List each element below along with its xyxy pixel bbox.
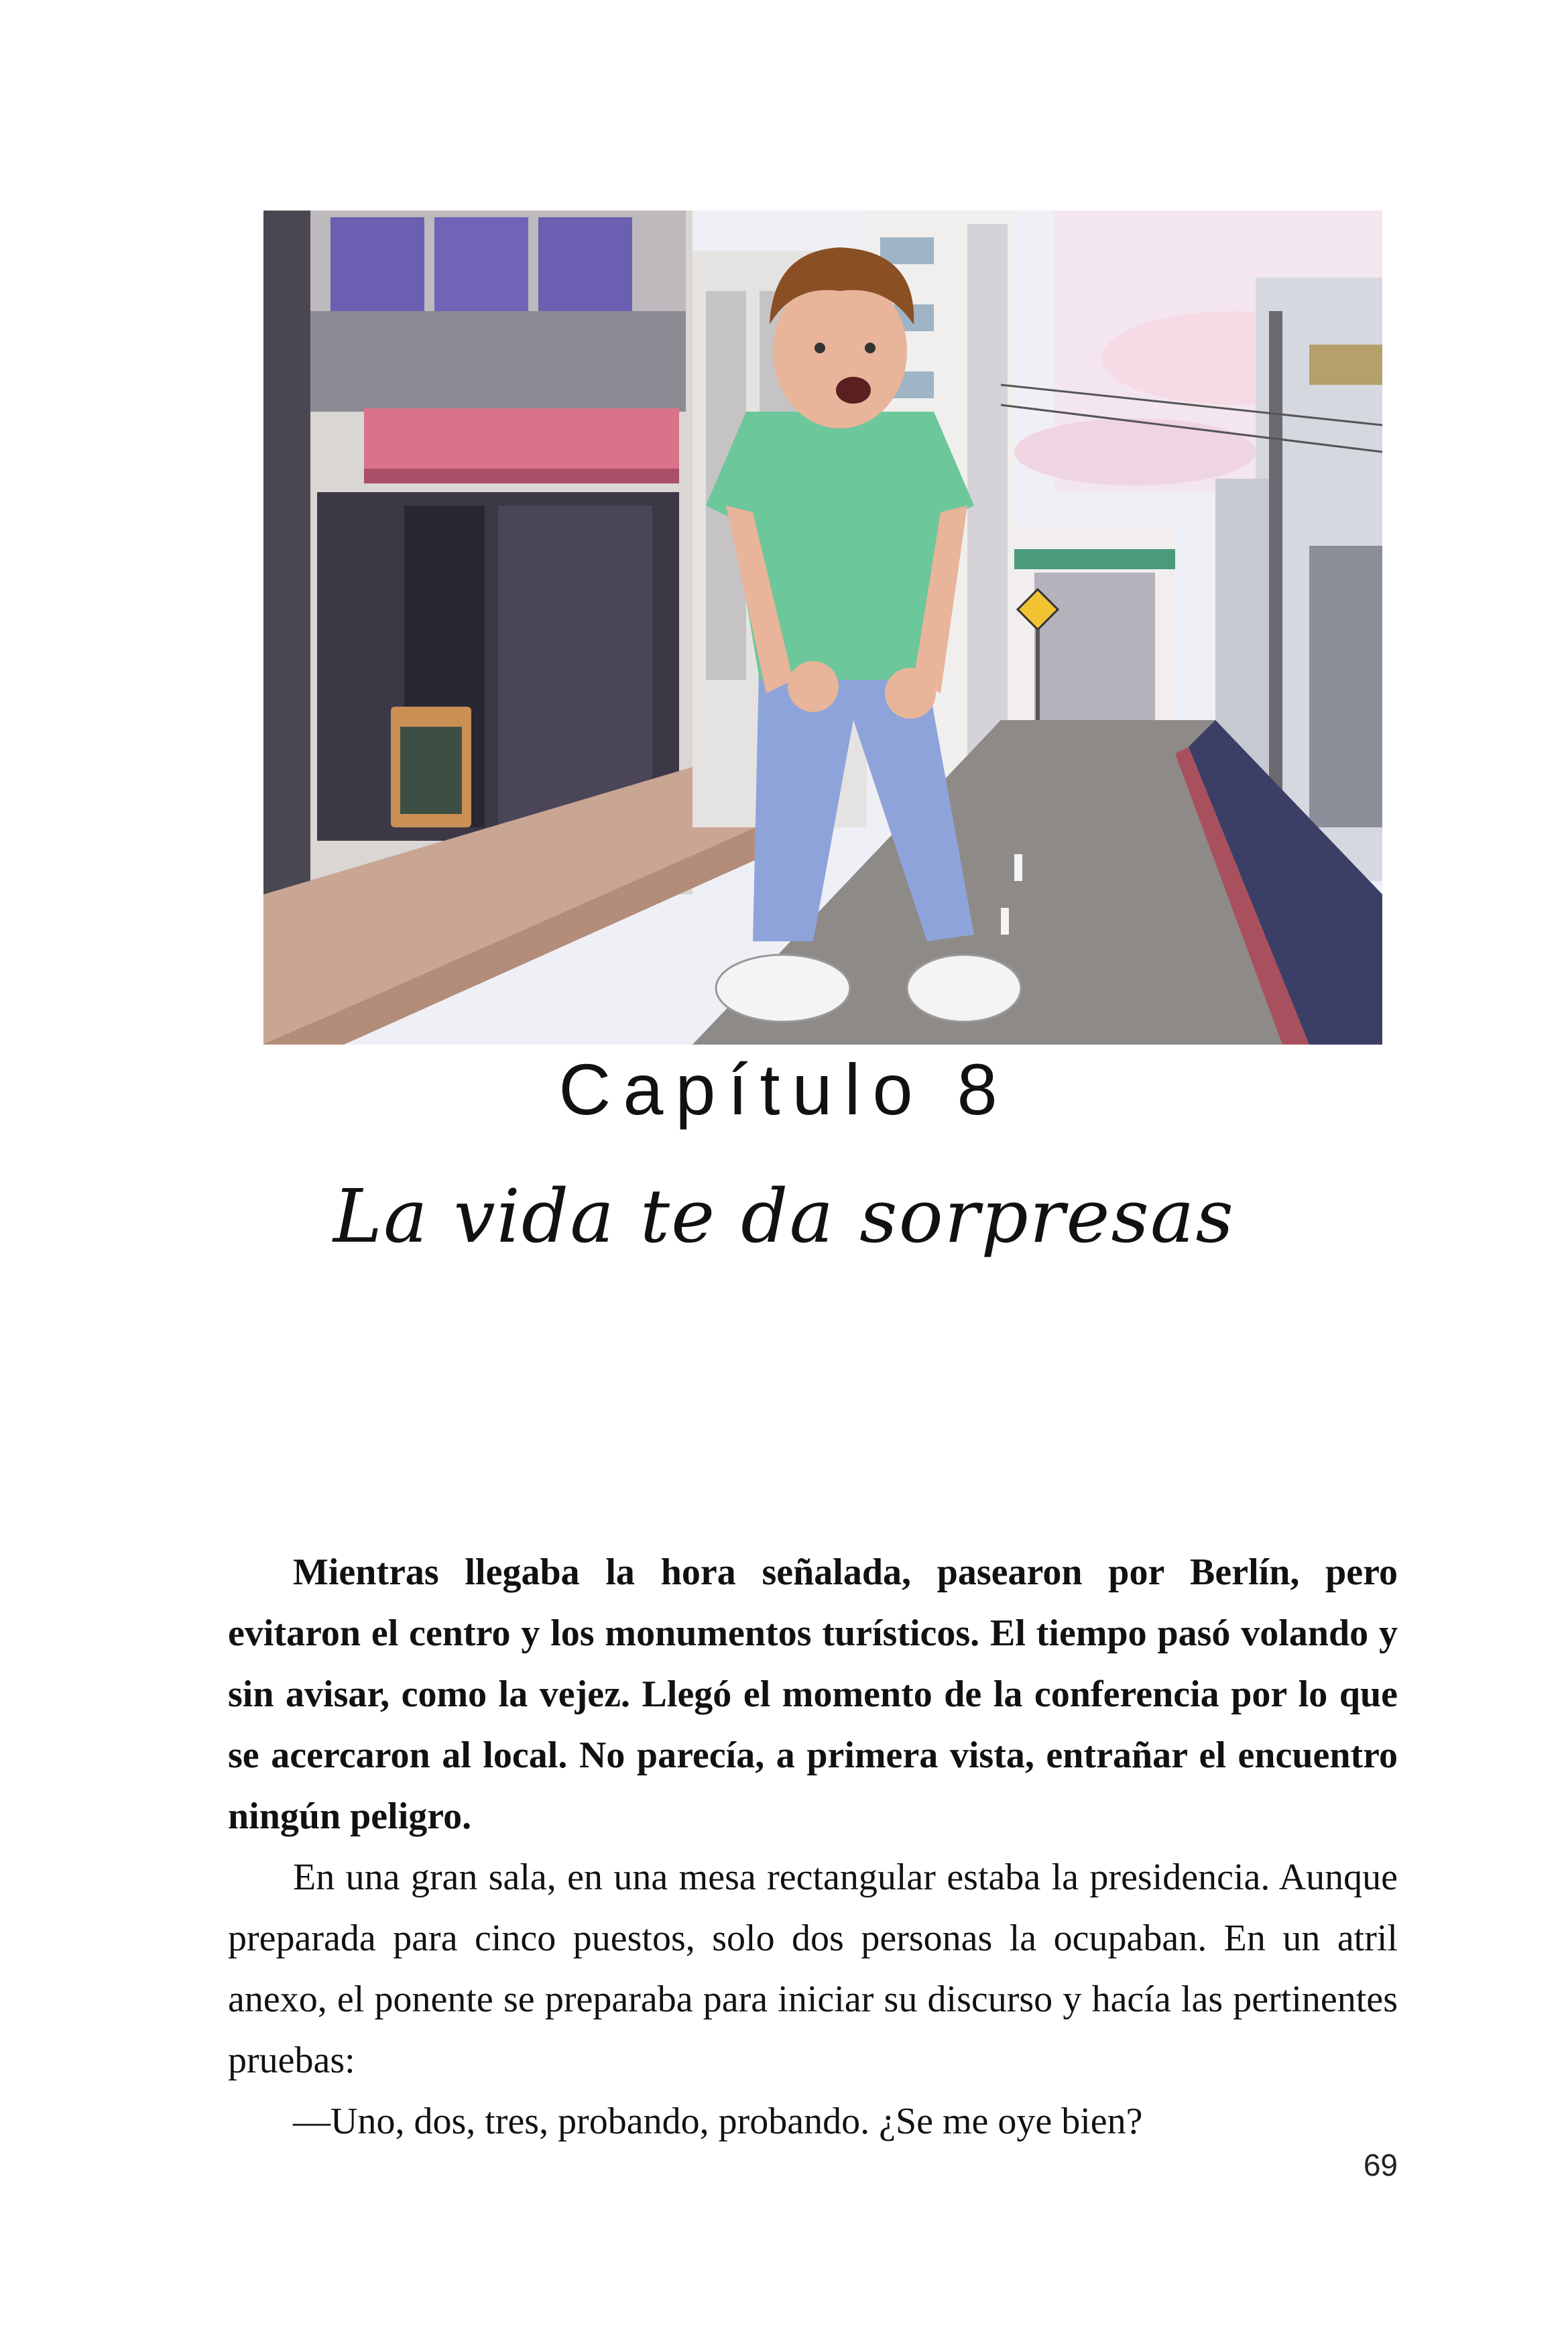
dialogue-line: —Uno, dos, tres, probando, probando. ¿Se me oye bien? — [293, 2101, 1143, 2142]
chapter-illustration — [263, 211, 1382, 1045]
paragraph: Mientras llegaba la hora señalada, pasearon por Berlín, pero evitaron el centro y los monumentos turísticos. El tiempo pasó volando y sin avisar, como la vejez. Llegó el momento de la conferencia por lo que se acercaron al local. No parecía, a primera vista, entrañar el encuentro ningún peligro. — [228, 1551, 1398, 1837]
page-number: 69 — [1363, 2148, 1398, 2182]
chapter-title: Capítulo 8 — [558, 1049, 1010, 1130]
street-illustration-icon — [263, 211, 1382, 1045]
paragraph: En una gran sala, en una mesa rectangular estaba la presidencia. Aunque preparada para cinco puestos, solo dos personas la ocupaban. En un atril anexo, el ponente se preparaba para iniciar su discurso y hacía las pertinentes pruebas: — [228, 1857, 1398, 2081]
chapter-subtitle: La vida te da sorpresas — [333, 1173, 1235, 1259]
body-text — [228, 1542, 1398, 2152]
